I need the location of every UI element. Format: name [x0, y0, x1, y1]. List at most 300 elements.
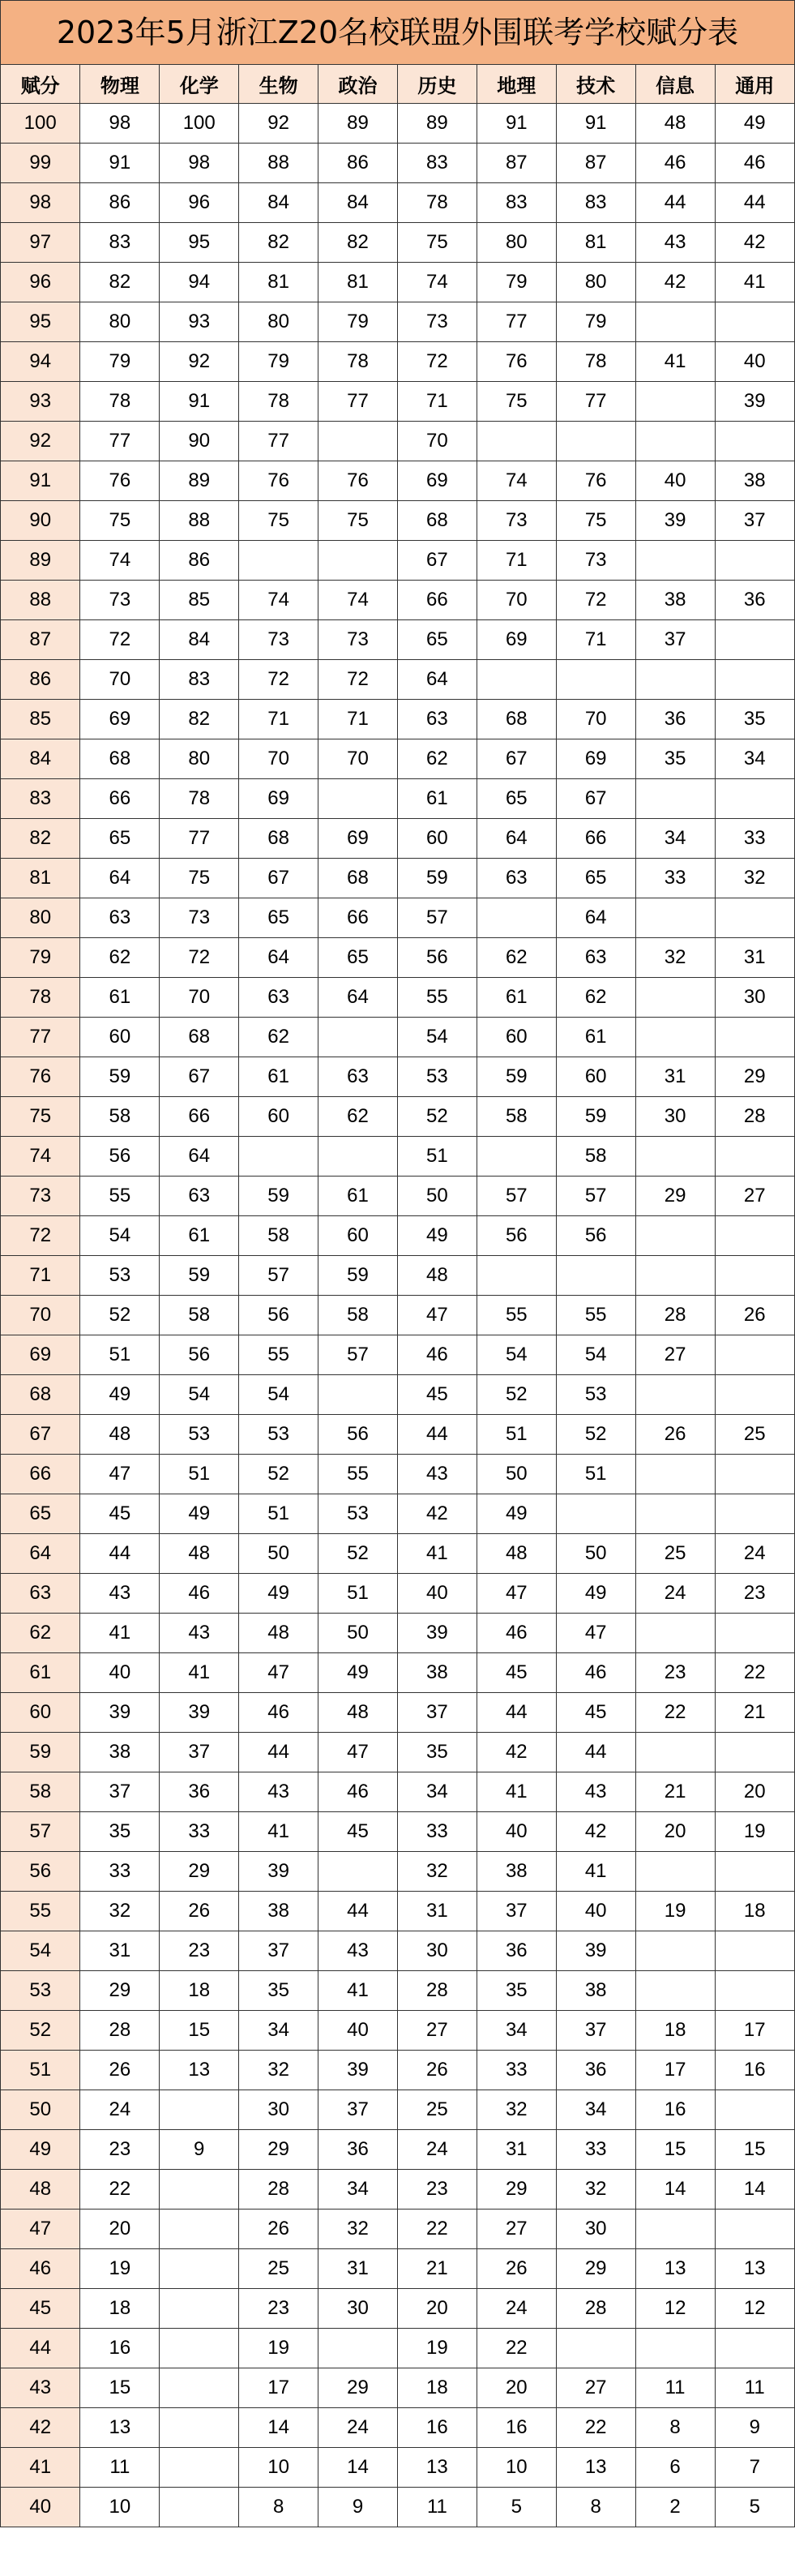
table-cell	[635, 660, 715, 700]
table-cell: 77	[160, 819, 239, 859]
table-cell: 9	[318, 2488, 398, 2527]
table-cell	[477, 898, 556, 938]
table-row	[1, 1614, 794, 1653]
table-cell: 49	[715, 104, 794, 144]
table-cell: 44	[397, 1415, 477, 1455]
table-cell	[635, 978, 715, 1018]
table-cell: 48	[318, 1693, 398, 1733]
score-cell: 61	[1, 1653, 80, 1693]
table-cell: 42	[477, 1733, 556, 1772]
table-cell: 15	[160, 2011, 239, 2051]
score-cell: 51	[1, 2051, 80, 2090]
table-cell: 55	[80, 1177, 160, 1216]
table-cell: 40	[477, 1812, 556, 1852]
table-cell: 53	[239, 1415, 318, 1455]
table-row	[1, 1653, 794, 1693]
header-physics: 物理	[80, 65, 160, 104]
table-cell: 70	[80, 660, 160, 700]
table-cell: 13	[80, 2408, 160, 2448]
table-row	[1, 541, 794, 581]
table-cell	[715, 1216, 794, 1256]
table-cell: 25	[715, 1415, 794, 1455]
table-cell: 6	[635, 2448, 715, 2488]
table-cell: 43	[556, 1772, 635, 1812]
table-cell: 54	[556, 1335, 635, 1375]
table-cell: 82	[80, 263, 160, 302]
table-cell: 24	[80, 2090, 160, 2130]
table-cell: 13	[715, 2249, 794, 2289]
table-cell: 23	[715, 1574, 794, 1614]
table-cell: 24	[715, 1534, 794, 1574]
table-cell: 76	[80, 461, 160, 501]
table-cell: 56	[318, 1415, 398, 1455]
table-cell: 52	[397, 1097, 477, 1137]
table-cell: 63	[477, 859, 556, 898]
table-cell: 66	[80, 779, 160, 819]
table-cell	[160, 2448, 239, 2488]
score-cell: 60	[1, 1693, 80, 1733]
score-cell: 78	[1, 978, 80, 1018]
table-cell: 74	[477, 461, 556, 501]
table-cell	[715, 422, 794, 461]
table-cell	[715, 1494, 794, 1534]
score-cell: 58	[1, 1772, 80, 1812]
score-table	[1, 65, 794, 2527]
table-cell: 64	[160, 1137, 239, 1177]
table-cell: 64	[239, 938, 318, 978]
table-cell: 45	[80, 1494, 160, 1534]
table-cell: 24	[397, 2130, 477, 2170]
table-cell: 35	[715, 700, 794, 739]
table-cell	[477, 422, 556, 461]
table-cell: 62	[239, 1018, 318, 1057]
table-cell: 73	[397, 302, 477, 342]
table-cell: 83	[397, 144, 477, 183]
table-cell: 56	[477, 1216, 556, 1256]
table-cell: 43	[635, 223, 715, 263]
table-cell: 69	[477, 620, 556, 660]
table-cell: 82	[318, 223, 398, 263]
table-cell: 73	[318, 620, 398, 660]
table-cell: 58	[160, 1296, 239, 1335]
table-cell	[160, 2368, 239, 2408]
table-cell: 52	[239, 1455, 318, 1494]
table-cell: 55	[318, 1455, 398, 1494]
table-cell: 60	[397, 819, 477, 859]
table-cell: 61	[556, 1018, 635, 1057]
table-row	[1, 898, 794, 938]
table-cell: 70	[160, 978, 239, 1018]
table-cell: 93	[160, 302, 239, 342]
table-cell: 26	[635, 1415, 715, 1455]
table-cell: 88	[239, 144, 318, 183]
table-row	[1, 1852, 794, 1892]
score-cell: 53	[1, 1971, 80, 2011]
table-cell: 38	[715, 461, 794, 501]
table-cell: 41	[80, 1614, 160, 1653]
table-cell: 77	[239, 422, 318, 461]
table-cell: 86	[318, 144, 398, 183]
score-cell: 68	[1, 1375, 80, 1415]
table-row	[1, 2090, 794, 2130]
table-cell	[635, 1216, 715, 1256]
table-cell: 31	[715, 938, 794, 978]
table-cell: 60	[80, 1018, 160, 1057]
table-cell: 44	[556, 1733, 635, 1772]
table-cell: 75	[239, 501, 318, 541]
table-cell: 49	[397, 1216, 477, 1256]
table-cell: 30	[715, 978, 794, 1018]
table-cell: 15	[635, 2130, 715, 2170]
score-cell: 92	[1, 422, 80, 461]
table-cell: 36	[160, 1772, 239, 1812]
table-cell: 33	[477, 2051, 556, 2090]
table-cell: 59	[160, 1256, 239, 1296]
score-cell: 56	[1, 1852, 80, 1892]
table-cell: 17	[635, 2051, 715, 2090]
table-cell: 22	[635, 1693, 715, 1733]
table-row	[1, 2051, 794, 2090]
table-cell: 19	[715, 1812, 794, 1852]
table-cell: 12	[715, 2289, 794, 2329]
table-cell: 32	[80, 1892, 160, 1931]
table-cell: 36	[715, 581, 794, 620]
table-cell: 77	[477, 302, 556, 342]
table-cell: 58	[556, 1137, 635, 1177]
table-cell: 11	[80, 2448, 160, 2488]
table-cell	[715, 1256, 794, 1296]
table-row	[1, 1415, 794, 1455]
table-cell	[635, 1931, 715, 1971]
table-cell: 52	[477, 1375, 556, 1415]
table-cell: 14	[635, 2170, 715, 2210]
table-cell: 30	[635, 1097, 715, 1137]
table-cell: 60	[556, 1057, 635, 1097]
table-cell	[715, 2329, 794, 2368]
table-cell: 83	[477, 183, 556, 223]
table-cell: 58	[239, 1216, 318, 1256]
score-cell: 98	[1, 183, 80, 223]
table-cell: 46	[715, 144, 794, 183]
table-cell: 32	[239, 2051, 318, 2090]
table-cell: 26	[160, 1892, 239, 1931]
table-cell: 47	[397, 1296, 477, 1335]
table-cell: 8	[635, 2408, 715, 2448]
table-row	[1, 1296, 794, 1335]
table-cell	[635, 1137, 715, 1177]
table-cell: 36	[556, 2051, 635, 2090]
table-cell: 82	[160, 700, 239, 739]
table-cell: 77	[80, 422, 160, 461]
table-cell: 76	[318, 461, 398, 501]
table-row	[1, 1772, 794, 1812]
table-cell: 73	[239, 620, 318, 660]
table-cell: 37	[80, 1772, 160, 1812]
table-cell: 61	[477, 978, 556, 1018]
table-row	[1, 1335, 794, 1375]
table-cell: 24	[318, 2408, 398, 2448]
table-cell: 32	[556, 2170, 635, 2210]
table-cell: 79	[80, 342, 160, 382]
table-cell	[635, 382, 715, 422]
table-cell	[477, 1137, 556, 1177]
table-cell: 72	[80, 620, 160, 660]
table-cell: 32	[477, 2090, 556, 2130]
table-cell: 30	[318, 2289, 398, 2329]
table-cell: 89	[318, 104, 398, 144]
table-cell: 86	[80, 183, 160, 223]
header-chemistry: 化学	[160, 65, 239, 104]
table-cell: 37	[397, 1693, 477, 1733]
table-cell: 70	[397, 422, 477, 461]
table-cell: 19	[239, 2329, 318, 2368]
table-cell: 31	[477, 2130, 556, 2170]
table-row	[1, 2368, 794, 2408]
table-cell: 12	[635, 2289, 715, 2329]
table-cell: 63	[318, 1057, 398, 1097]
table-cell: 52	[80, 1296, 160, 1335]
score-cell: 81	[1, 859, 80, 898]
table-cell: 74	[239, 581, 318, 620]
table-cell: 56	[239, 1296, 318, 1335]
table-cell: 92	[239, 104, 318, 144]
table-cell	[160, 2170, 239, 2210]
table-cell: 31	[635, 1057, 715, 1097]
table-cell: 67	[397, 541, 477, 581]
table-cell: 23	[160, 1931, 239, 1971]
table-cell: 9	[160, 2130, 239, 2170]
table-cell: 91	[556, 104, 635, 144]
table-cell: 51	[80, 1335, 160, 1375]
table-cell: 64	[318, 978, 398, 1018]
score-cell: 44	[1, 2329, 80, 2368]
table-cell: 86	[160, 541, 239, 581]
table-cell: 36	[477, 1931, 556, 1971]
table-cell: 62	[80, 938, 160, 978]
table-cell: 62	[318, 1097, 398, 1137]
table-row	[1, 1256, 794, 1296]
table-cell: 29	[635, 1177, 715, 1216]
table-row	[1, 2448, 794, 2488]
table-cell: 79	[556, 302, 635, 342]
score-cell: 91	[1, 461, 80, 501]
table-row	[1, 1018, 794, 1057]
table-cell: 96	[160, 183, 239, 223]
table-cell: 57	[477, 1177, 556, 1216]
table-cell: 14	[239, 2408, 318, 2448]
table-cell: 27	[635, 1335, 715, 1375]
table-cell: 81	[556, 223, 635, 263]
table-cell: 48	[397, 1256, 477, 1296]
table-cell: 38	[80, 1733, 160, 1772]
table-cell: 8	[239, 2488, 318, 2527]
table-cell: 85	[160, 581, 239, 620]
table-cell: 33	[556, 2130, 635, 2170]
table-cell: 38	[556, 1971, 635, 2011]
table-cell: 75	[318, 501, 398, 541]
table-cell: 79	[239, 342, 318, 382]
score-cell: 42	[1, 2408, 80, 2448]
table-cell: 22	[556, 2408, 635, 2448]
header-score: 赋分	[1, 65, 80, 104]
table-cell: 28	[715, 1097, 794, 1137]
table-cell: 61	[239, 1057, 318, 1097]
table-cell: 41	[239, 1812, 318, 1852]
table-row	[1, 382, 794, 422]
header-technology: 技术	[556, 65, 635, 104]
table-cell: 43	[239, 1772, 318, 1812]
table-row	[1, 1375, 794, 1415]
table-cell: 36	[318, 2130, 398, 2170]
table-cell: 91	[80, 144, 160, 183]
table-cell: 32	[318, 2210, 398, 2249]
table-cell: 80	[556, 263, 635, 302]
table-cell: 43	[397, 1455, 477, 1494]
table-cell: 26	[477, 2249, 556, 2289]
table-row	[1, 1971, 794, 2011]
table-row	[1, 1494, 794, 1534]
score-cell: 74	[1, 1137, 80, 1177]
table-cell	[635, 422, 715, 461]
table-cell: 78	[239, 382, 318, 422]
table-cell: 35	[477, 1971, 556, 2011]
table-row	[1, 2289, 794, 2329]
table-cell	[556, 1494, 635, 1534]
table-cell: 11	[635, 2368, 715, 2408]
table-cell: 33	[397, 1812, 477, 1852]
table-cell: 38	[477, 1852, 556, 1892]
table-cell: 63	[556, 938, 635, 978]
table-cell: 63	[239, 978, 318, 1018]
table-cell: 40	[80, 1653, 160, 1693]
table-cell: 43	[160, 1614, 239, 1653]
score-cell: 47	[1, 2210, 80, 2249]
table-cell: 91	[160, 382, 239, 422]
table-cell: 33	[80, 1852, 160, 1892]
table-cell: 5	[715, 2488, 794, 2527]
table-cell: 38	[239, 1892, 318, 1931]
table-cell: 76	[556, 461, 635, 501]
table-row	[1, 1177, 794, 1216]
table-cell: 51	[239, 1494, 318, 1534]
table-cell: 78	[80, 382, 160, 422]
table-cell: 90	[160, 422, 239, 461]
table-cell: 19	[80, 2249, 160, 2289]
score-cell: 75	[1, 1097, 80, 1137]
table-cell: 57	[556, 1177, 635, 1216]
table-cell: 71	[397, 382, 477, 422]
table-cell	[715, 541, 794, 581]
table-cell: 22	[397, 2210, 477, 2249]
table-cell: 20	[715, 1772, 794, 1812]
table-cell: 50	[239, 1534, 318, 1574]
table-cell: 64	[397, 660, 477, 700]
table-cell	[635, 1018, 715, 1057]
header-row	[1, 65, 794, 104]
header-information: 信息	[635, 65, 715, 104]
table-cell: 35	[239, 1971, 318, 2011]
table-cell: 39	[397, 1614, 477, 1653]
table-cell: 29	[715, 1057, 794, 1097]
score-cell: 76	[1, 1057, 80, 1097]
table-cell	[715, 620, 794, 660]
score-cell: 49	[1, 2130, 80, 2170]
score-cell: 65	[1, 1494, 80, 1534]
table-cell: 29	[239, 2130, 318, 2170]
table-cell: 62	[397, 739, 477, 779]
table-row	[1, 2249, 794, 2289]
table-cell: 40	[397, 1574, 477, 1614]
table-row	[1, 1057, 794, 1097]
header-general-tech: 通用	[715, 65, 794, 104]
table-cell: 16	[397, 2408, 477, 2448]
table-cell: 81	[239, 263, 318, 302]
table-row	[1, 779, 794, 819]
table-cell: 26	[397, 2051, 477, 2090]
table-cell: 75	[477, 382, 556, 422]
table-cell: 34	[239, 2011, 318, 2051]
table-row	[1, 2329, 794, 2368]
table-cell	[160, 2329, 239, 2368]
table-cell: 52	[556, 1415, 635, 1455]
score-cell: 46	[1, 2249, 80, 2289]
table-cell	[635, 1494, 715, 1534]
table-cell	[556, 660, 635, 700]
header-politics: 政治	[318, 65, 398, 104]
table-row	[1, 660, 794, 700]
score-cell: 97	[1, 223, 80, 263]
table-cell: 50	[556, 1534, 635, 1574]
table-cell: 59	[556, 1097, 635, 1137]
score-cell: 41	[1, 2448, 80, 2488]
table-cell	[635, 1256, 715, 1296]
table-cell	[715, 660, 794, 700]
table-cell: 50	[397, 1177, 477, 1216]
table-cell: 66	[160, 1097, 239, 1137]
table-cell: 74	[397, 263, 477, 302]
table-cell: 58	[80, 1097, 160, 1137]
table-cell: 49	[239, 1574, 318, 1614]
table-cell: 94	[160, 263, 239, 302]
table-cell: 72	[239, 660, 318, 700]
score-cell: 67	[1, 1415, 80, 1455]
table-cell: 53	[80, 1256, 160, 1296]
table-cell: 64	[556, 898, 635, 938]
table-cell: 44	[477, 1693, 556, 1733]
table-row	[1, 938, 794, 978]
table-cell: 41	[318, 1971, 398, 2011]
table-cell: 28	[397, 1971, 477, 2011]
table-cell: 37	[715, 501, 794, 541]
table-cell: 14	[715, 2170, 794, 2210]
table-row	[1, 1097, 794, 1137]
table-cell: 65	[318, 938, 398, 978]
table-cell: 46	[397, 1335, 477, 1375]
table-cell: 68	[160, 1018, 239, 1057]
table-cell: 48	[80, 1415, 160, 1455]
table-cell: 26	[239, 2210, 318, 2249]
table-cell	[715, 1018, 794, 1057]
table-cell: 44	[715, 183, 794, 223]
table-cell: 5	[477, 2488, 556, 2527]
table-cell: 31	[80, 1931, 160, 1971]
score-cell: 48	[1, 2170, 80, 2210]
table-cell: 27	[477, 2210, 556, 2249]
table-cell: 63	[160, 1177, 239, 1216]
table-cell: 34	[635, 819, 715, 859]
score-cell: 55	[1, 1892, 80, 1931]
table-cell: 42	[715, 223, 794, 263]
